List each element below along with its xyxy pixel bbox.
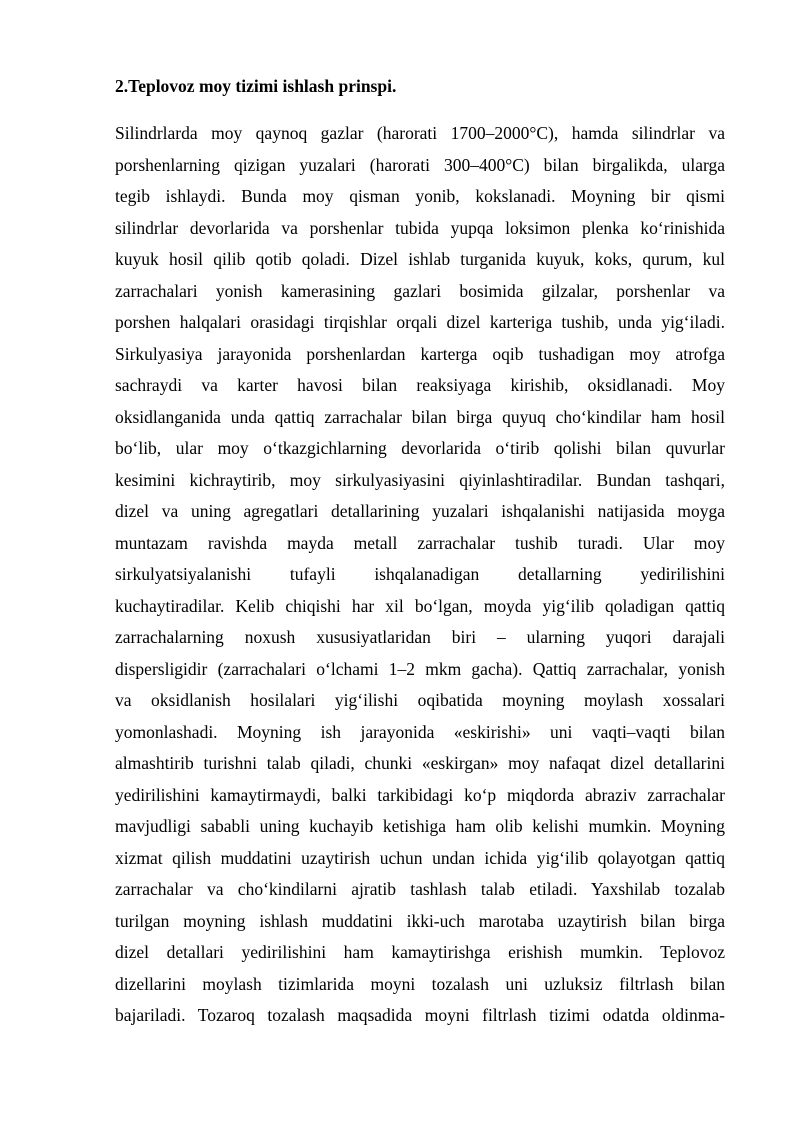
paragraph-line: zarrachalarning noxush xususiyatlaridan biri – ularning yuqori darajali [115,627,725,647]
paragraph-line: oksidlanganida unda qattiq zarrachalar bilan birga quyuq cho‘kindilar ham hosil [115,406,725,427]
paragraph-line: yedirilishini kamaytirmaydi, balki tarkibidagi ko‘p miqdorda abraziv zarrachalar [115,784,725,805]
paragraph-line: turilgan moyning ishlash muddatini ikki-uch marotaba uzaytirish bilan birga [115,910,725,931]
paragraph-line: sirkulyatsiyalanishi tufayli ishqalanadigan detallarning yedirilishini [115,564,725,584]
paragraph-line: kuchaytiradilar. Kelib chiqishi har xil bo‘lgan, moyda yig‘ilib qoladigan qattiq [115,595,725,616]
section-heading: 2.Teplovoz moy tizimi ishlash prinspi. [115,76,397,96]
paragraph-line: muntazam ravishda mayda metall zarrachalar tushib turadi. Ular moy [115,532,725,553]
paragraph-line: dispersligidir (zarrachalari o‘lchami 1–2 mkm gacha). Qattiq zarrachalar, yonish [115,658,725,679]
paragraph-line: tegib ishlaydi. Bunda moy qisman yonib, kokslanadi. Moyning bir qismi [115,186,725,206]
paragraph-line: zarrachalar va cho‘kindilarni ajratib tashlash talab etiladi. Yaxshilab tozalab [115,879,725,899]
body-paragraph [115,118,725,1032]
paragraph-line: mavjudligi sababli uning kuchayib ketishiga ham olib kelishi mumkin. Moyning [115,816,725,836]
paragraph-line: xizmat qilish muddatini uzaytirish uchun undan ichida yig‘ilib qolayotgan qattiq [115,847,725,868]
paragraph-line: porshen halqalari orasidagi tirqishlar orqali dizel karteriga tushib, unda yig‘iladi. [115,312,725,332]
paragraph-line: yomonlashadi. Moyning ish jarayonida «eskirishi» uni vaqti–vaqti bilan [115,721,725,742]
paragraph-line: Sirkulyasiya jarayonida porshenlardan karterga oqib tushadigan moy atrofga [115,343,725,364]
paragraph-line: almashtirib turishni talab qiladi, chunki «eskirgan» moy nafaqat dizel detallarini [115,753,725,773]
paragraph-line: dizel va uning agregatlari detallarining yuzalari ishqalanishi natijasida moyga [115,501,725,521]
paragraph-line: silindrlar devorlarida va porshenlar tubida yupqa loksimon plenka ko‘rinishida [115,217,725,238]
paragraph-line: va oksidlanish hosilalari yig‘ilishi oqibatida moyning moylash xossalari [115,690,725,710]
paragraph-line: dizellarini moylash tizimlarida moyni tozalash uni uzluksiz filtrlash bilan [115,973,725,994]
paragraph-line: bo‘lib, ular moy o‘tkazgichlarning devorlarida o‘tirib qolishi bilan quvurlar [115,438,725,458]
paragraph-line: dizel detallari yedirilishini ham kamaytirishga erishish mumkin. Teplovoz [115,942,725,962]
paragraph-line: zarrachalari yonish kamerasining gazlari bosimida gilzalar, porshenlar va [115,280,725,301]
paragraph-line: Silindrlarda moy qaynoq gazlar (harorati 1700–2000°C), hamda silindrlar va [115,123,725,143]
paragraph-line: kesimini kichraytirib, moy sirkulyasiyasini qiyinlashtiradilar. Bundan tashqari, [115,469,725,490]
paragraph-line: bajariladi. Tozaroq tozalash maqsadida moyni filtrlash tizimi odatda oldinma- [115,1005,725,1025]
paragraph-line: kuyuk hosil qilib qotib qoladi. Dizel ishlab turganida kuyuk, koks, qurum, kul [115,249,725,269]
paragraph-line: porshenlarning qizigan yuzalari (harorati 300–400°C) bilan birgalikda, ularga [115,154,725,175]
paragraph-line: sachraydi va karter havosi bilan reaksiyaga kirishib, oksidlanadi. Moy [115,375,725,395]
